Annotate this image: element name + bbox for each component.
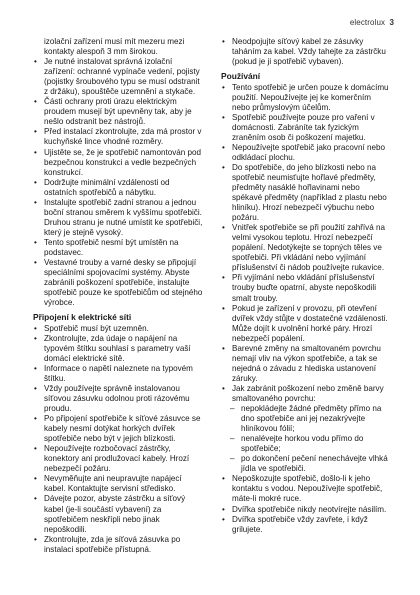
list-item: • Dvířka spotřebiče nikdy neotvírejte násilím.	[221, 505, 391, 515]
list-item: • Nepoškozujte spotřebič, došlo-li k jeho kontaktu s vodou. Nepoužívejte spotřebič, máte-li mokré ruce.	[221, 474, 391, 504]
sub-list-item: – nepokládejte žádné předměty přímo na dno spotřebiče ani jej nezakrývejte hliníkovou fólií;	[221, 404, 391, 434]
usage-list	[221, 83, 391, 535]
list-item: • Vnitřek spotřebiče se při použití zahřívá na velmi vysokou teplotu. Hrozí nebezpečí popálení. Nedotýkejte se topných těles ve spotřebiči. Při vkládání nebo vyjímání příslušenství či nádob používejte rukavice.	[221, 223, 391, 273]
list-item: • Před instalací zkontrolujte, zda má prostor v kuchyňské lince vhodné rozměry.	[33, 127, 203, 147]
list-item: • Po připojení spotřebiče k síťové zásuvce se kabely nesmí dotýkat horkých dvířek spotřebiče nebo být v jejich blízkosti.	[33, 414, 203, 444]
list-item: • Barevné změny na smaltovaném povrchu nemají vliv na výkon spotřebiče, a tak se nejedná o závadu z hlediska ustanovení záruky.	[221, 344, 391, 384]
list-item: • Tento spotřebič je určen pouze k domácímu použití. Nepoužívejte jej ke komerčním nebo průmyslovým účelům.	[221, 83, 391, 113]
list-item: • Do spotřebiče, do jeho blízkosti nebo na spotřebič neumisťujte hořlavé předměty, předměty nasáklé hořlavinami nebo spékavé předměty (například z plastu nebo hliníku). Hrozí nebezpečí výbuchu nebo požáru.	[221, 163, 391, 223]
brand-name: electrolux	[349, 18, 386, 27]
list-item: • Nevyměňujte ani neupravujte napájecí kabel. Kontaktujte servisní středisko.	[33, 474, 203, 494]
list-item: izolační zařízení musí mít mezeru mezi kontakty alespoň 3 mm širokou.	[44, 37, 185, 57]
installation-list	[33, 37, 203, 308]
plug-list	[221, 37, 391, 67]
sub-list-item: – nenalévejte horkou vodu přímo do spotřebiče;	[221, 434, 391, 454]
list-item: • Instalujte spotřebič zadní stranou a jednou boční stranou směrem k vyššímu spotřebiči. Druhou stranu je nutné umístit ke spotřebiči, který je stejně vysoký.	[33, 198, 203, 238]
list-item: • Části ochrany proti úrazu elektrickým proudem musejí být upevněny tak, aby je nešlo odstranit bez nástrojů.	[33, 97, 203, 127]
page-number: 3	[389, 18, 394, 27]
electrical-list	[33, 324, 203, 555]
list-item: • Informace o napětí naleznete na typovém štítku.	[33, 364, 203, 384]
list-item: • Neodpojujte síťový kabel ze zásuvky taháním za kabel. Vždy tahejte za zástrčku (pokud je ji spotřebič vybaven).	[221, 37, 391, 67]
list-item: • Zkontrolujte, zda údaje o napájení na typovém štítku souhlasí s parametry vaší domácí elektrické sítě.	[33, 334, 203, 364]
list-item: • Je nutné instalovat správná izolační zařízení: ochranné vypínače vedení, pojisty (pojistky šroubového typu se musí odstranit z držáku), spouštěče uzemnění a stykače.	[33, 57, 203, 97]
list-item: • Dávejte pozor, abyste zástrčku a síťový kabel (je-li součástí vybavení) za spotřebičem neskřípli nebo jinak nepoškodili.	[33, 494, 203, 534]
right-column	[221, 37, 391, 535]
list-item: • Ujistěte se, že je spotřebič namontován pod bezpečnou konstrukci a vedle bezpečných konstrukcí.	[33, 148, 203, 178]
list-item: • Při vyjímání nebo vkládání příslušenství trouby buďte opatrní, abyste nepoškodili smalt trouby.	[221, 273, 391, 303]
list-item: • Dvířka spotřebiče vždy zavřete, i když grilujete.	[221, 515, 391, 535]
electrical-connection-heading: Připojení k elektrické síti	[33, 312, 132, 323]
sub-list-item: – po dokončení pečení nenechávejte vlhká jídla ve spotřebiči.	[221, 454, 391, 474]
left-column	[33, 37, 203, 555]
list-item: • Nepoužívejte rozbočovací zástrčky, konektory ani prodlužovací kabely. Hrozí nebezpečí požáru.	[33, 444, 203, 474]
list-item: • Zkontrolujte, zda je síťová zásuvka po instalaci spotřebiče přístupná.	[33, 535, 203, 555]
list-item: • Pokud je zařízení v provozu, při otevření dvířek vždy stůjte v dostatečné vzdálenosti. Může dojít k uvolnění horké páry. Hrozí nebezpečí popálení.	[221, 304, 391, 344]
usage-heading: Používání	[221, 71, 261, 82]
list-item: • Nepoužívejte spotřebič jako pracovní nebo odkládací plochu.	[221, 143, 391, 163]
list-item: • Vždy používejte správně instalovanou síťovou zásuvku odolnou proti rázovému proudu.	[33, 384, 203, 414]
page-header	[350, 18, 394, 27]
list-item: • Spotřebič musí být uzemněn.	[33, 324, 203, 334]
list-item: • Dodržujte minimální vzdálenosti od ostatních spotřebičů a nábytku.	[33, 178, 203, 198]
list-item: • Vestavné trouby a varné desky se připojují speciálními spojovacími systémy. Abyste zabránili poškození spotřebiče, instalujte spotřebič pouze ke spotřebičům od stejného výrobce.	[33, 258, 203, 308]
list-item: • Tento spotřebič nesmí být umístěn na podstavec.	[33, 238, 203, 258]
list-item: • Spotřebič používejte pouze pro vaření v domácnosti. Zabráníte tak fyzickým zraněním osob či poškození majetku.	[221, 113, 391, 143]
list-item: • Jak zabránit poškození nebo změně barvy smaltovaného povrchu:	[221, 384, 391, 404]
